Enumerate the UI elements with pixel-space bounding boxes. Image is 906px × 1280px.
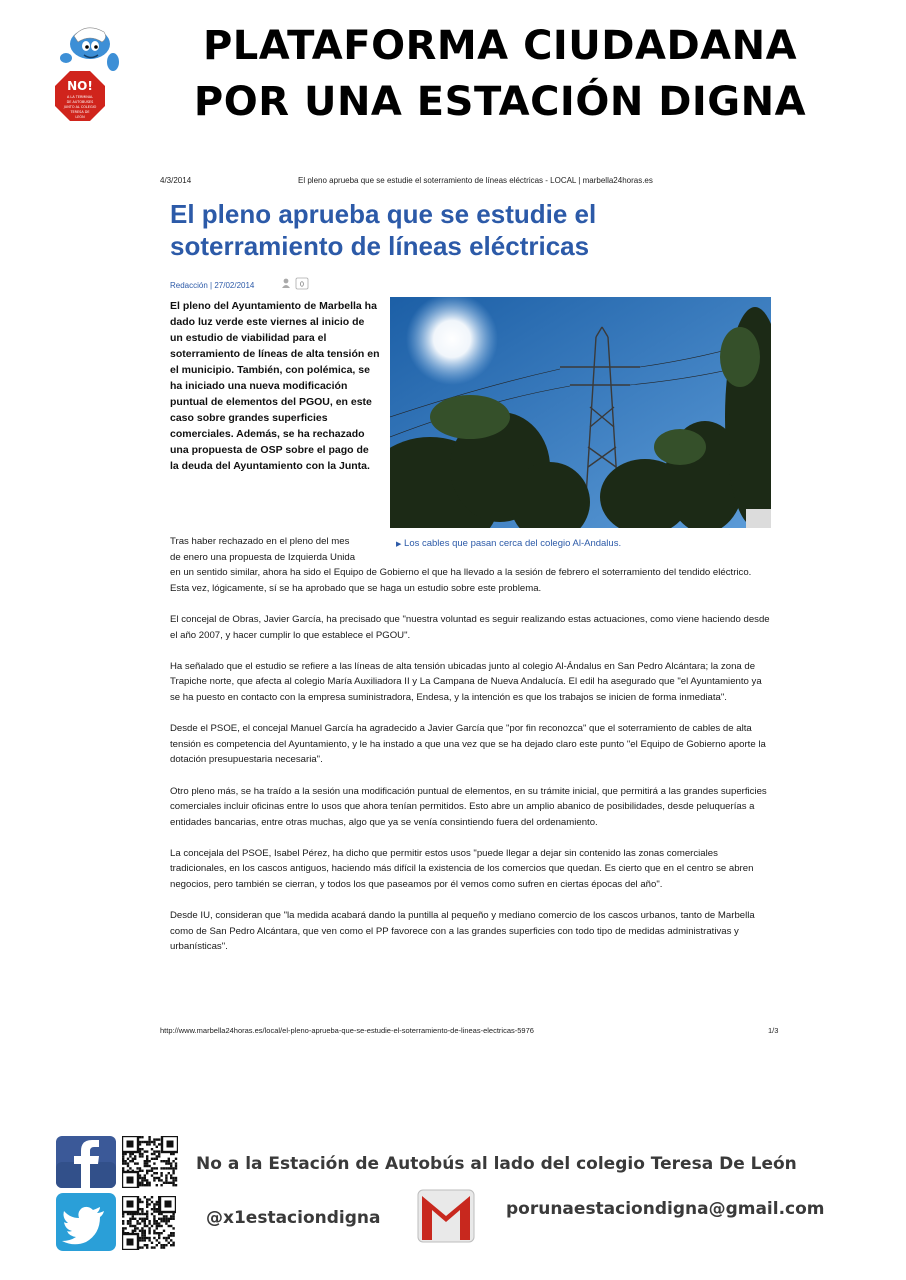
footer-slogan: No a la Estación de Autobús al lado del colegio Teresa De León	[196, 1154, 797, 1174]
byline-icons	[281, 277, 311, 291]
svg-text:LEÓN: LEÓN	[75, 115, 85, 119]
svg-text:JUNTO AL COLEGIO: JUNTO AL COLEGIO	[63, 105, 97, 109]
article-headline	[170, 198, 730, 262]
article-paragraph: Ha señalado que el estudio se refiere a las líneas de alta tensión ubicadas junto al colegio Al-Ándalus en San Pedro Alcántara; la zona de Trapiche norte, que afecta al colegio María Auxiliadora II y La Campana de Nueva Andalucía. El edil ha asegurado que "el Ayuntamiento ya se ha puesto en contacto con la empresa suministradora, Endesa, y la intención es que los trabajos se inicien de forma inmediata".	[170, 660, 762, 703]
page-title	[160, 18, 840, 130]
title-line-2: POR UNA ESTACIÓN DIGNA	[193, 79, 807, 125]
gmail-icon[interactable]	[416, 1186, 476, 1246]
photo-caption-text: Los cables que pasan cerca del colegio Al-Andalus.	[404, 538, 622, 549]
article-paragraph: El concejal de Obras, Javier García, ha precisado que "nuestra voluntad es seguir realizando estas actuaciones, como viene haciendo desde el año 2007, y hacer cumplir lo que establece el PGOU".	[170, 613, 770, 641]
headline-line-2: soterramiento de líneas eléctricas	[170, 231, 590, 261]
headline-line-1: El pleno aprueba que se estudie el	[170, 199, 597, 229]
article-paragraph: Desde el PSOE, el concejal Manuel García ha agradecido a Javier García que "por fin reconozca" que el soterramiento de cables de alta tensión es competencia del Ayuntamiento, y le ha instado a que una vez que se ha dejado claro este punto "el Equipo de Gobierno aporte la dotación presupuestaria necesaria".	[170, 723, 766, 766]
comment-count: 0	[300, 281, 304, 289]
contact-email[interactable]: porunaestaciondigna@gmail.com	[506, 1199, 825, 1219]
print-date: 4/3/2014	[160, 176, 192, 185]
print-title: El pleno aprueba que se estudie el soterramiento de líneas eléctricas - LOCAL | marbella24horas.es	[298, 176, 653, 185]
svg-text:A LA TERMINAL: A LA TERMINAL	[66, 95, 94, 99]
article-photo	[390, 297, 771, 528]
platform-logo	[46, 22, 130, 128]
page-number: 1/3	[768, 1026, 779, 1035]
article-lead: El pleno del Ayuntamiento de Marbella ha dado luz verde este viernes al inicio de un estudio de viabilidad para el soterramiento de líneas de alta tensión en el municipio. También, con polémica, se ha iniciado una nueva modificación puntual de elementos del PGOU, en este caso sobre grandes superficies comerciales. Además, se ha rechazado una propuesta de OSP sobre el pago de la deuda del Ayuntamiento con la Junta.	[170, 300, 380, 472]
title-line-1: PLATAFORMA CIUDADANA	[202, 23, 798, 69]
source-url: http://www.marbella24horas.es/local/el-pleno-aprueba-que-se-estudie-el-soterramiento-de-lineas-electricas-5976	[160, 1026, 534, 1035]
facebook-qr-code	[122, 1136, 178, 1188]
article-body	[170, 534, 770, 971]
article-byline: Redacción | 27/02/2014	[170, 281, 255, 290]
user-icon	[282, 279, 290, 288]
article-paragraph: Desde IU, consideran que "la medida acabará dando la puntilla al pequeño y mediano comercio de los cascos urbanos, tanto de Marbella como de San Pedro Alcántara, que ven como el PP favorece con a las grandes superficies con todo tipo de medidas administrativas y urbanísticas".	[170, 910, 755, 953]
svg-text:DE AUTOBUSES: DE AUTOBUSES	[66, 100, 94, 104]
article-paragraph: Otro pleno más, se ha traído a la sesión una modificación puntual de elementos, en su trámite inicial, que permitirá a las grandes superficies comerciales incluir oficinas entre lo usos que ahora tenían permitidos. Esto abre un amplio abanico de posibilidades, desde peluquerías a entidades bancarias, entre otras muchas, algo que ya se venía consintiendo fuera del ordenamiento.	[170, 785, 767, 828]
article-paragraph: La concejala del PSOE, Isabel Pérez, ha dicho que permitir estos usos "puede llegar a dejar sin contenido las zonas comerciales tradicionales, en los cascos antiguos, haciendo más difícil la existencia de los comercios que quedan. Es cierto que en el centro se abren negocios, pero también se cierran, y todos los que paseamos por él vemos como sufren en ciertas épocas del año".	[170, 847, 754, 891]
caret-right-icon: ▶	[396, 541, 402, 548]
caption-spacer	[358, 534, 770, 564]
logo-sign-text: NO!	[67, 79, 93, 93]
twitter-icon[interactable]	[56, 1193, 116, 1251]
facebook-icon[interactable]	[56, 1136, 116, 1188]
svg-text:TERESA DE: TERESA DE	[70, 110, 90, 114]
twitter-qr-code	[122, 1196, 176, 1250]
twitter-handle[interactable]: @x1estaciondigna	[206, 1208, 381, 1228]
article-paragraph: Tras haber rechazado en el pleno del mes de enero una propuesta de Izquierda Unida en un sentido similar, ahora ha sido el Equipo de Gobierno el que ha llevado a la sesión de febrero el soterramiento del tendido eléctrico. Esta vez, lógicamente, sí se ha aprobado que se haga un estudio sobre este problema.	[170, 536, 752, 594]
